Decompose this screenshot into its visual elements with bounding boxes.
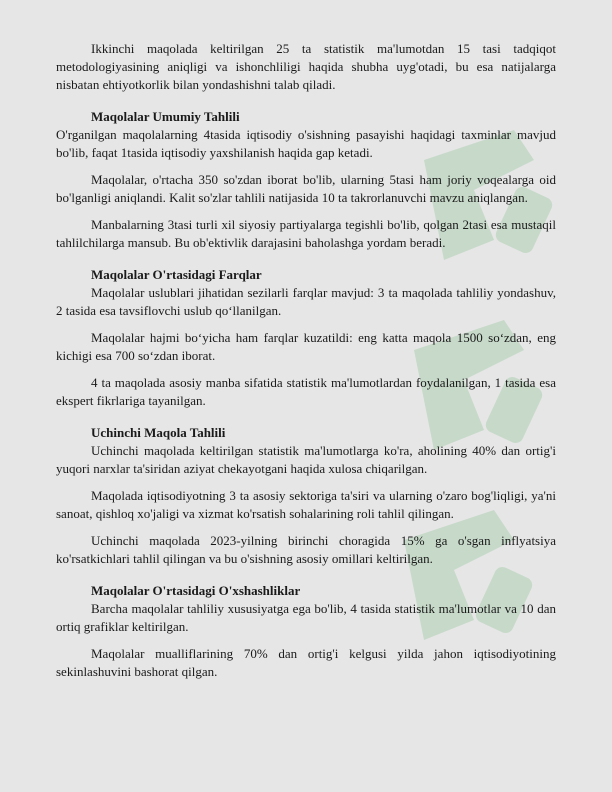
paragraph-intro: Ikkinchi maqolada keltirilgan 25 ta statistik ma'lumotdan 15 tasi tadqiqot metodologiyasining aniqligi va ishonchliligi haqida shubha uyg'otadi, bu esa natijalarga nisbatan ehtiyotkorlik bilan yondashishni talab qiladi. bbox=[56, 41, 556, 92]
paragraph-analytical-nature: Barcha maqolalar tahliliy xususiyatga ega bo'lib, 4 tasida statistik ma'lumotlar va 10 dan ortiq grafiklar keltirilgan. bbox=[56, 601, 556, 634]
heading-general-analysis: Maqolalar Umumiy Tahlili bbox=[91, 109, 240, 124]
paragraph-growth-forecasts: O'rganilgan maqolalarning 4tasida iqtisodiy o'sishning pasayishi haqidagi taxminlar mavjud bo'lib, faqat 1tasida iqtisodiy yaxshilanish haqida gap ketadi. bbox=[56, 127, 556, 160]
paragraph-population-impact: Uchinchi maqolada keltirilgan statistik ma'lumotlarga ko'ra, aholining 40% dan ortig'i yuqori narxlar ta'siridan aziyat chekayotgani haqida xulosa chiqarilgan. bbox=[56, 443, 556, 476]
paragraph-styles: Maqolalar uslublari jihatidan sezilarli farqlar mavjud: 3 ta maqolada tahliliy yondashuv, 2 tasida esa tavsiflovchi uslub qo‘llanilgan. bbox=[56, 285, 556, 318]
paragraph-forecast: Maqolalar mualliflarining 70% dan ortig'i kelgusi yilda jahon iqtisodiyotining sekinlashuvini bashorat qilgan. bbox=[56, 646, 556, 679]
paragraph-length: Maqolalar hajmi bo‘yicha ham farqlar kuzatildi: eng katta maqola 1500 so‘zdan, eng kichigi esa 700 so‘zdan iborat. bbox=[56, 330, 556, 363]
paragraph-sources: Manbalarning 3tasi turli xil siyosiy partiyalarga tegishli bo'lib, qolgan 2tasi esa mustaqil tahlilchilarga mansub. Bu ob'ektivlik darajasini baholashga yordam beradi. bbox=[56, 217, 556, 250]
heading-third-article: Uchinchi Maqola Tahlili bbox=[91, 425, 226, 440]
paragraph-word-count: Maqolalar, o'rtacha 350 so'zdan iborat bo'lib, ularning 5tasi ham joriy voqealarga oid bo'lganligi aniqlandi. Kalit so'zlar tahlili natijasida 10 ta takrorlanuvchi mavzu aniqlangan. bbox=[56, 172, 556, 205]
paragraph-sectors: Maqolada iqtisodiyotning 3 ta asosiy sektoriga ta'siri va ularning o'zaro bog'liqligi, ya'ni sanoat, qishloq xo'jaligi va xizmat ko'rsatish sohalarining roli tahlil qilingan. bbox=[56, 488, 556, 521]
heading-differences: Maqolalar O'rtasidagi Farqlar bbox=[91, 267, 262, 282]
paragraph-inflation: Uchinchi maqolada 2023-yilning birinchi choragida 15% ga o'sgan inflyatsiya ko'rsatkichlari tahlil qilingan va bu o'sishning asosiy omillari keltirilgan. bbox=[56, 533, 556, 566]
document-body bbox=[56, 40, 556, 681]
heading-similarities: Maqolalar O'rtasidagi O'xshashliklar bbox=[91, 583, 301, 598]
paragraph-data-sources: 4 ta maqolada asosiy manba sifatida statistik ma'lumotlardan foydalanilgan, 1 tasida esa ekspert fikrlariga tayanilgan. bbox=[56, 375, 556, 408]
